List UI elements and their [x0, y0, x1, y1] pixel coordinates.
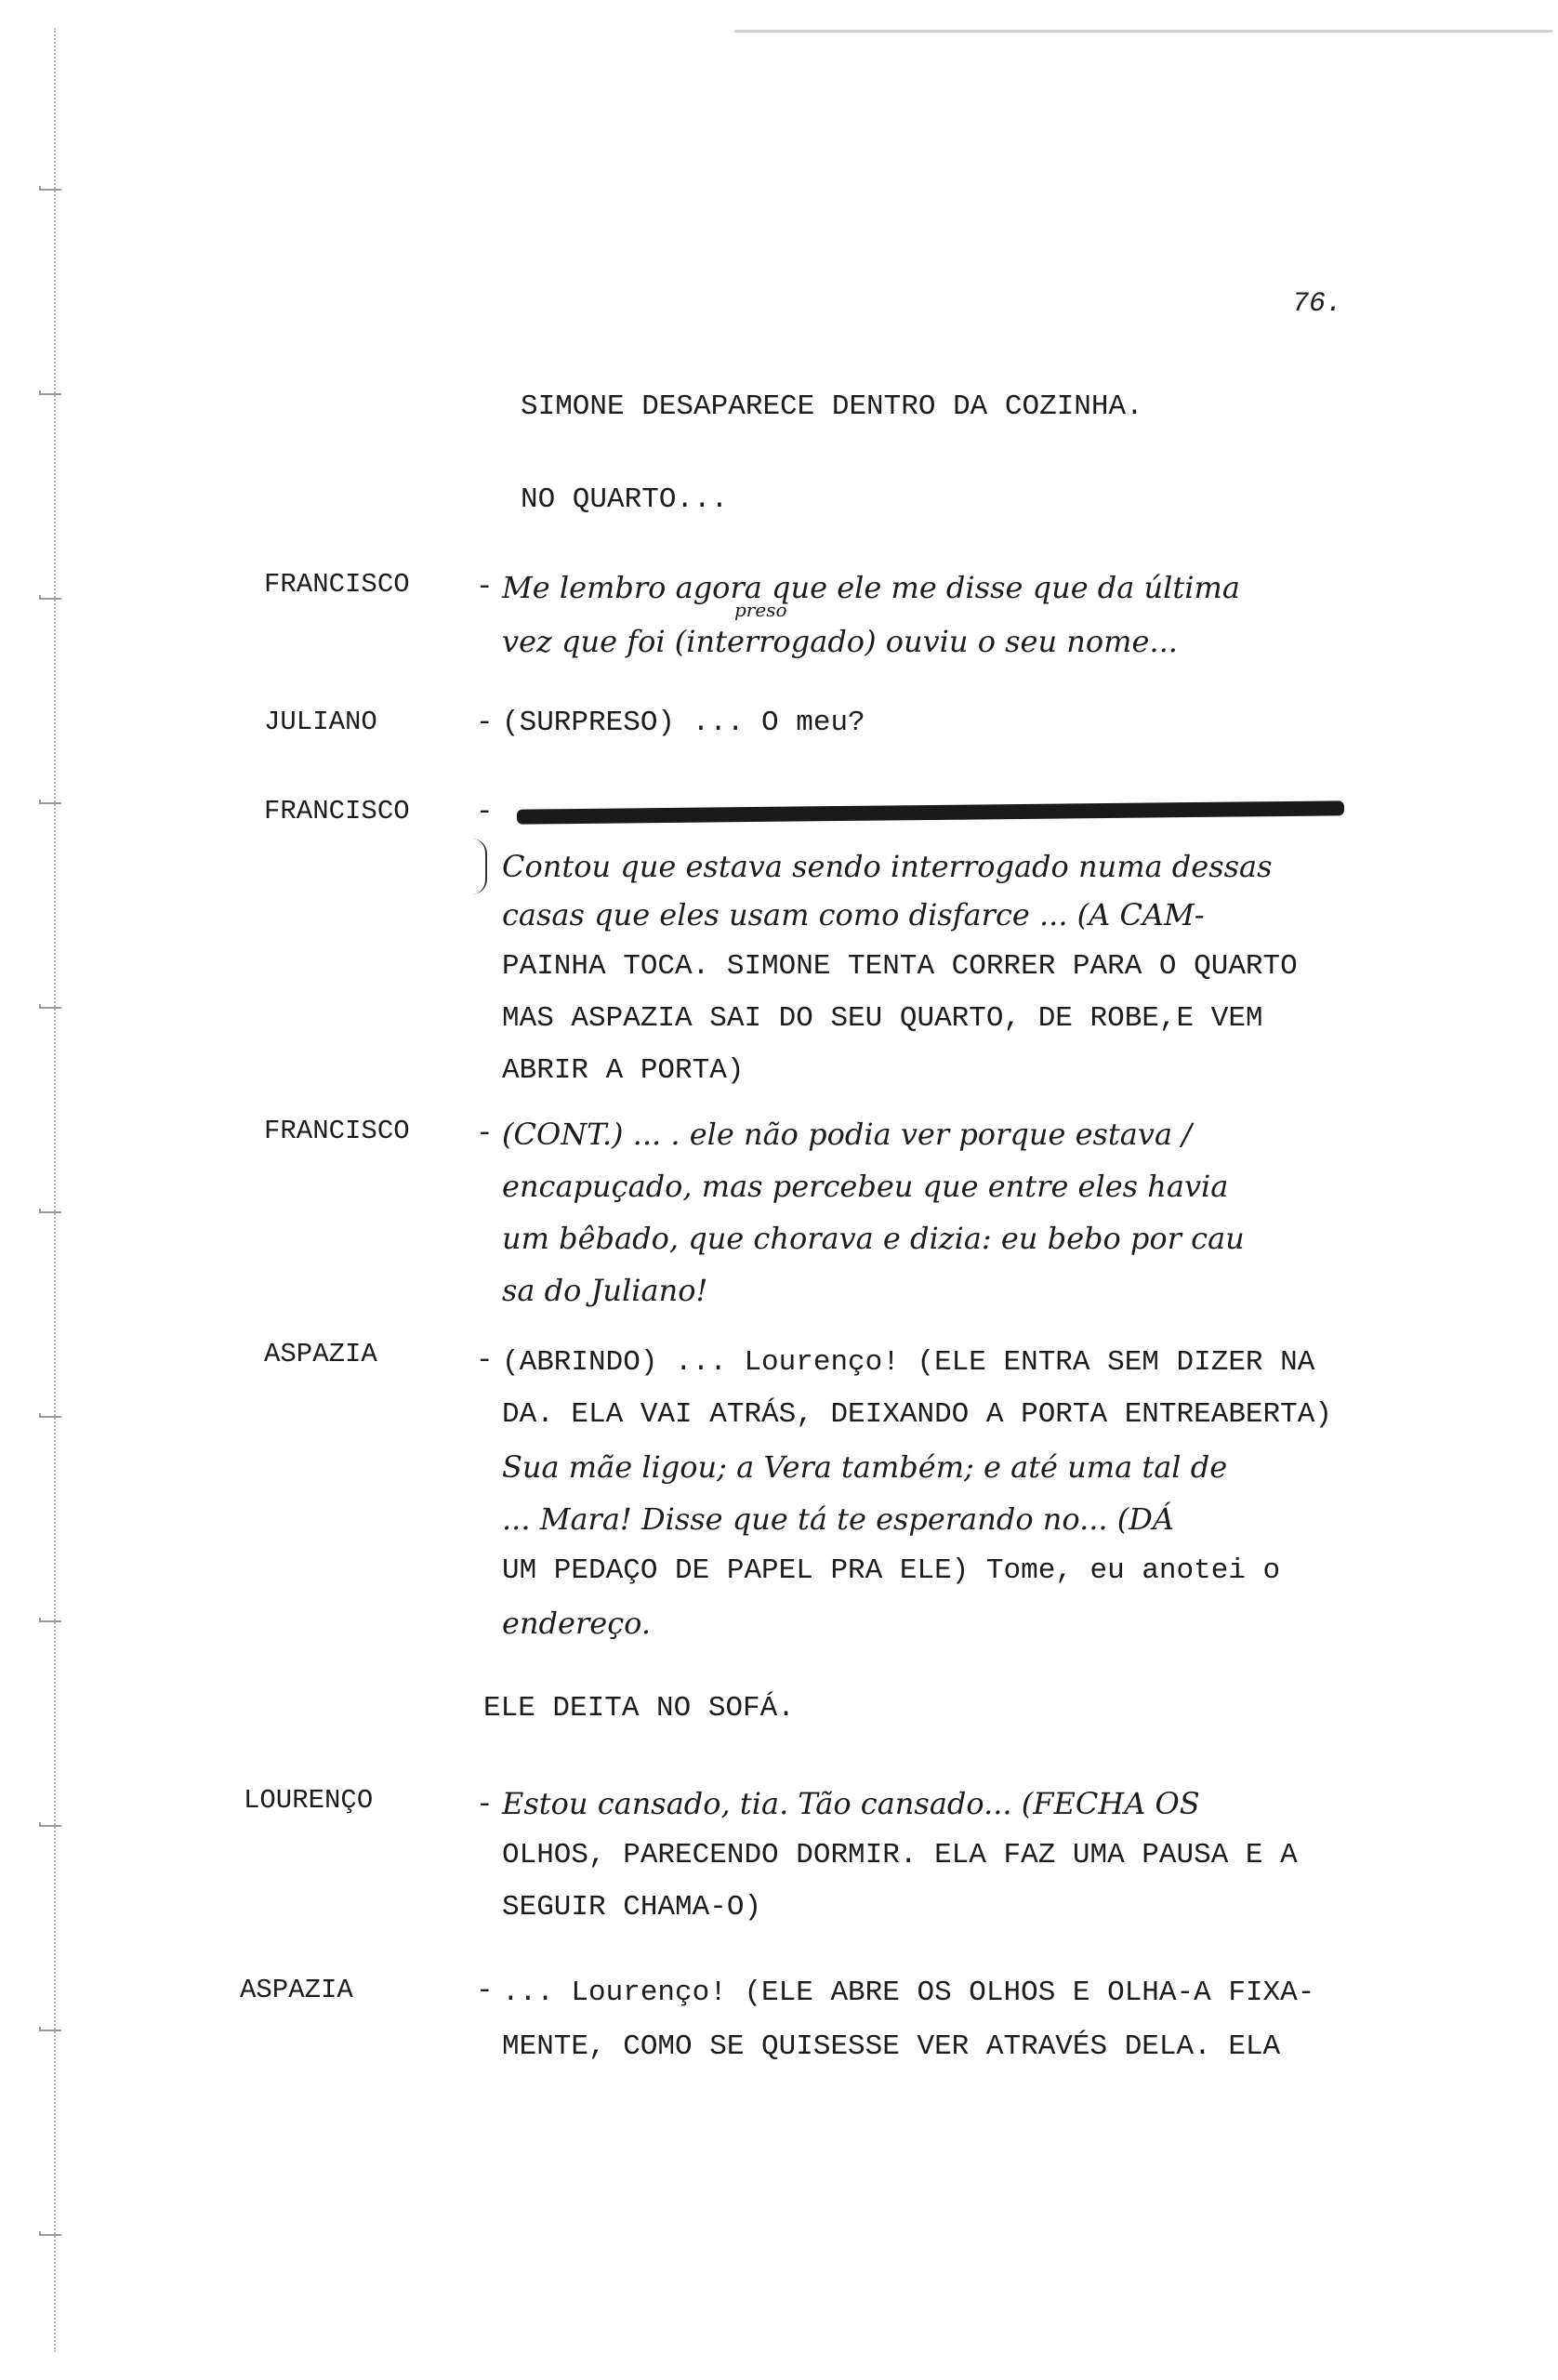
dialogue-line: vez que foi (interrogado) ouviu o seu nome...: [502, 624, 1178, 659]
binding-tick: [39, 1618, 61, 1622]
stage-direction: NO QUARTO...: [521, 483, 729, 516]
page-number: 76.: [1292, 288, 1343, 320]
speaker-name: ASPAZIA: [240, 1975, 353, 2005]
handwritten-insertion: preso: [734, 599, 787, 621]
speaker-name: LOURENÇO: [244, 1785, 374, 1816]
dialogue-line: (CONT.) ... . ele não podia ver porque estava /: [502, 1117, 1192, 1152]
dialogue-dash: -: [476, 1789, 494, 1821]
speaker-name: ASPAZIA: [264, 1339, 377, 1369]
dialogue-line: ABRIR A PORTA): [502, 1054, 745, 1087]
dialogue-line: PAINHA TOCA. SIMONE TENTA CORRER PARA O QUARTO: [502, 950, 1298, 983]
dialogue-dash: -: [476, 707, 494, 739]
dialogue-line: um bêbado, que chorava e dizia: eu bebo por cau: [502, 1221, 1245, 1256]
dialogue-line: SEGUIR CHAMA-O): [502, 1891, 762, 1924]
dialogue-line: MAS ASPAZIA SAI DO SEU QUARTO, DE ROBE,E VEM: [502, 1002, 1263, 1035]
stage-direction: SIMONE DESAPARECE DENTRO DA COZINHA.: [521, 390, 1143, 423]
binding-tick: [39, 186, 61, 191]
dialogue-line: Me lembro agora que ele me disse que da última: [502, 570, 1240, 605]
dialogue-line: OLHOS, PARECENDO DORMIR. ELA FAZ UMA PAUSA E A: [502, 1839, 1298, 1871]
stage-direction: ELE DEITA NO SOFÁ.: [483, 1692, 795, 1725]
dialogue-line: casas que eles usam como disfarce ... (A CAM-: [502, 897, 1205, 932]
dialogue-line: (ABRINDO) ... Lourenço! (ELE ENTRA SEM DIZER NA: [502, 1346, 1315, 1379]
binding-tick: [39, 800, 61, 804]
dialogue-dash: -: [476, 1344, 494, 1377]
binding-tick: [39, 1822, 61, 1827]
dialogue-line: MENTE, COMO SE QUISESSE VER ATRAVÉS DELA. ELA: [502, 2030, 1281, 2063]
dialogue-line: Estou cansado, tia. Tão cansado... (FECHA OS: [502, 1786, 1200, 1821]
dialogue-dash: -: [476, 1975, 494, 2007]
speaker-name: FRANCISCO: [264, 796, 410, 826]
dialogue-dash: -: [476, 1117, 494, 1150]
binding-margin: [54, 28, 73, 2352]
dialogue-dash: -: [476, 796, 494, 828]
dialogue-line: ... Lourenço! (ELE ABRE OS OLHOS E OLHA-A FIXA-: [502, 1977, 1315, 2009]
dialogue-line: endereço.: [502, 1606, 651, 1641]
binding-tick: [39, 595, 61, 600]
binding-tick: [39, 390, 61, 395]
binding-tick: [39, 2027, 61, 2031]
binding-tick: [39, 1413, 61, 1418]
dialogue-line: ... Mara! Disse que tá te esperando no... (DÁ: [502, 1501, 1174, 1537]
binding-tick: [39, 1209, 61, 1213]
top-edge-rule: [734, 30, 1552, 33]
dialogue-line: Sua mãe ligou; a Vera também; e até uma tal de: [502, 1449, 1228, 1485]
speaker-name: FRANCISCO: [264, 1116, 410, 1146]
insertion-bracket: [472, 839, 487, 894]
binding-tick: [39, 2231, 61, 2236]
struck-out-text: [517, 800, 1344, 824]
dialogue-dash: -: [476, 571, 494, 603]
dialogue-line: UM PEDAÇO DE PAPEL PRA ELE) Tome, eu anotei o: [502, 1554, 1281, 1587]
dialogue-line: encapuçado, mas percebeu que entre eles havia: [502, 1169, 1229, 1204]
binding-tick: [39, 1004, 61, 1009]
dialogue-line: DA. ELA VAI ATRÁS, DEIXANDO A PORTA ENTREABERTA): [502, 1398, 1332, 1431]
dialogue-line: sa do Juliano!: [502, 1273, 708, 1308]
dialogue-line: Contou que estava sendo interrogado numa dessas: [502, 849, 1273, 884]
speaker-name: JULIANO: [264, 707, 377, 737]
speaker-name: FRANCISCO: [264, 569, 410, 600]
dialogue-line: (SURPRESO) ... O meu?: [502, 707, 865, 739]
